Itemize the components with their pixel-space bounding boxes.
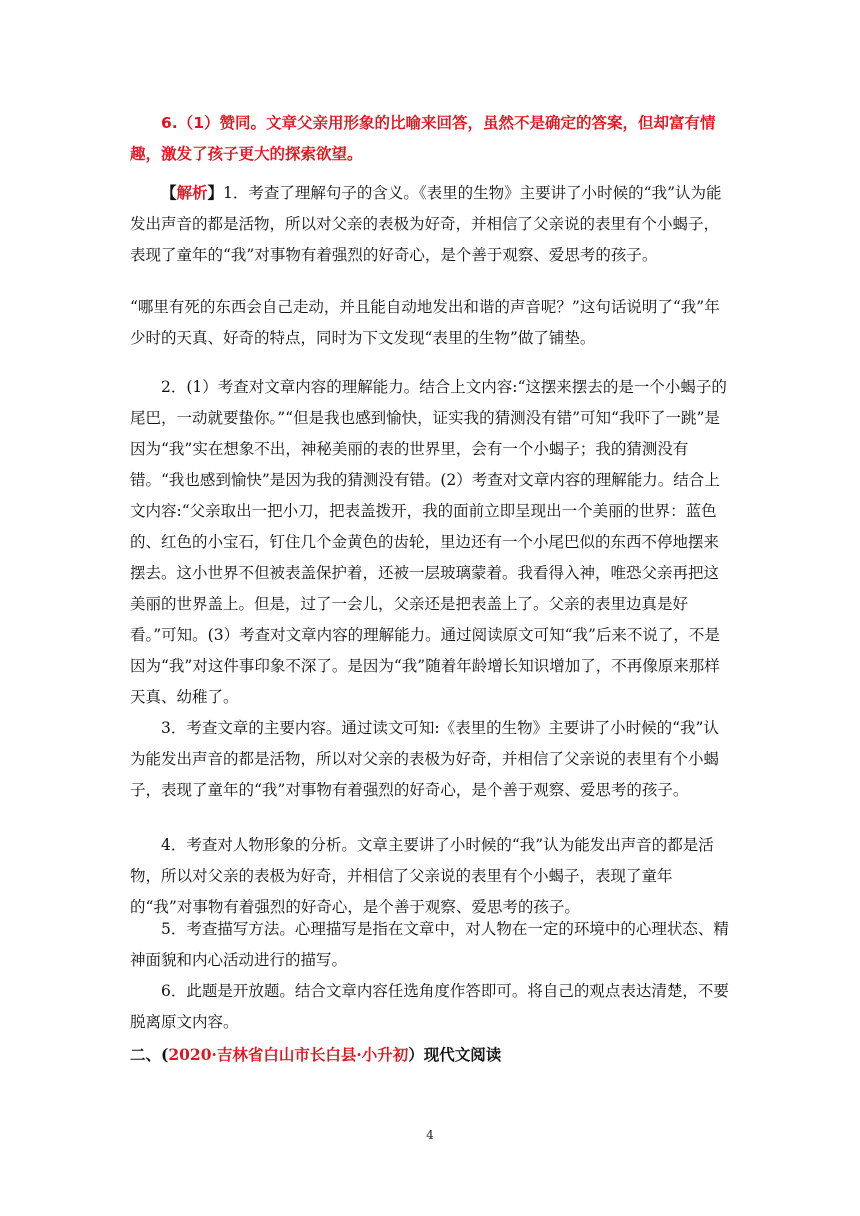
answer-6 (130, 108, 730, 170)
section-2-heading (130, 1039, 730, 1070)
analysis-paragraph-4: 4．考查对人物形象的分析。文章主要讲了小时候的“我”认为能发出声音的都是活物，所以对父亲的表极为好奇，并相信了父亲说的表里有个小蝎子，表现了童年的“我”对事物有着强烈的好奇心，是个善于观察、爱思考的孩子。 (130, 836, 714, 916)
analysis-text-1: 1．考查了理解句子的含义。《表里的生物》主要讲了小时候的“我”认为能发出声音的都是活物，所以对父亲的表极为好奇，并相信了父亲说的表里有个小蝎子，表现了童年的“我”对事物有着强烈的好奇心，是个善于观察、爱思考的孩子。 (130, 184, 722, 264)
page-number: 4 (426, 1128, 434, 1142)
section-2-prefix: 二、( (130, 1045, 169, 1064)
analysis-bracket-open: 【 (161, 183, 177, 202)
analysis-bracket-close: 】 (207, 183, 224, 202)
analysis-paragraph-6: 6．此题是开放题。结合文章内容任选角度作答即可。将自己的观点表达清楚，不要脱离原文内容。 (130, 982, 729, 1031)
analysis-paragraph-1b: “哪里有死的东西会自己走动，并且能自动地发出和谐的声音呢？”这句话说明了“我”年少时的天真、好奇的特点，同时为下文发现“表里的生物”做了铺垫。 (130, 298, 720, 347)
section-2-suffix: ）现代文阅读 (408, 1045, 502, 1064)
answer-6-number: 6. (161, 114, 178, 132)
analysis-label: 解析 (176, 183, 208, 202)
analysis-paragraph-5: 5．考查描写方法。心理描写是指在文章中，对人物在一定的环境中的心理状态、精神面貌和内心活动进行的描写。 (130, 920, 729, 969)
section-2-source: 2020·吉林省白山市长白县·小升初 (168, 1045, 409, 1064)
analysis-paragraph-2: 2．(1）考查对文章内容的理解能力。结合上文内容:“这摆来摆去的是一个小蝎子的尾巴，一动就要蛰你。”“但是我也感到愉快，证实我的猜测没有错”可知“我吓了一跳”是因为“我”实在想象不出，神秘美丽的表的世界里，会有一个小蝎子；我的猜测没有错。“我也感到愉快”是因为我的猜测没有错。(2）考查对文章内容的理解能力。结合上文内容:“父亲取出一把小刀，把表盖拨开，我的面前立即呈现出一个美丽的世界：蓝色的、红色的小宝石，钉住几个金黄色的齿轮，里边还有一个小尾巴似的东西不停地摆来摆去。这小世界不但被表盖保护着，还被一层玻璃蒙着。我看得入神，唯恐父亲再把这美丽的世界盖上。但是，过了一会儿，父亲还是把表盖上了。父亲的表里边真是好看。”可知。(3）考查对文章内容的理解能力。通过阅读原文可知“我”后来不说了，不是因为“我”对这件事印象不深了。是因为“我”随着年龄增长知识增加了，不再像原来那样天真、幼稚了。 (130, 378, 727, 706)
answer-6-text: （1）赞同。文章父亲用形象的比喻来回答，虽然不是确定的答案，但却富有情趣，激发了孩子更大的探索欲望。 (130, 114, 716, 163)
analysis-paragraph-1 (130, 177, 730, 271)
analysis-paragraph-3: 3．考查文章的主要内容。通过读文可知:《表里的生物》主要讲了小时候的“我”认为能发出声音的都是活物，所以对父亲的表极为好奇，并相信了父亲说的表里有个小蝎子，表现了童年的“我”对事物有着强烈的好奇心，是个善于观察、爱思考的孩子。 (130, 719, 720, 799)
